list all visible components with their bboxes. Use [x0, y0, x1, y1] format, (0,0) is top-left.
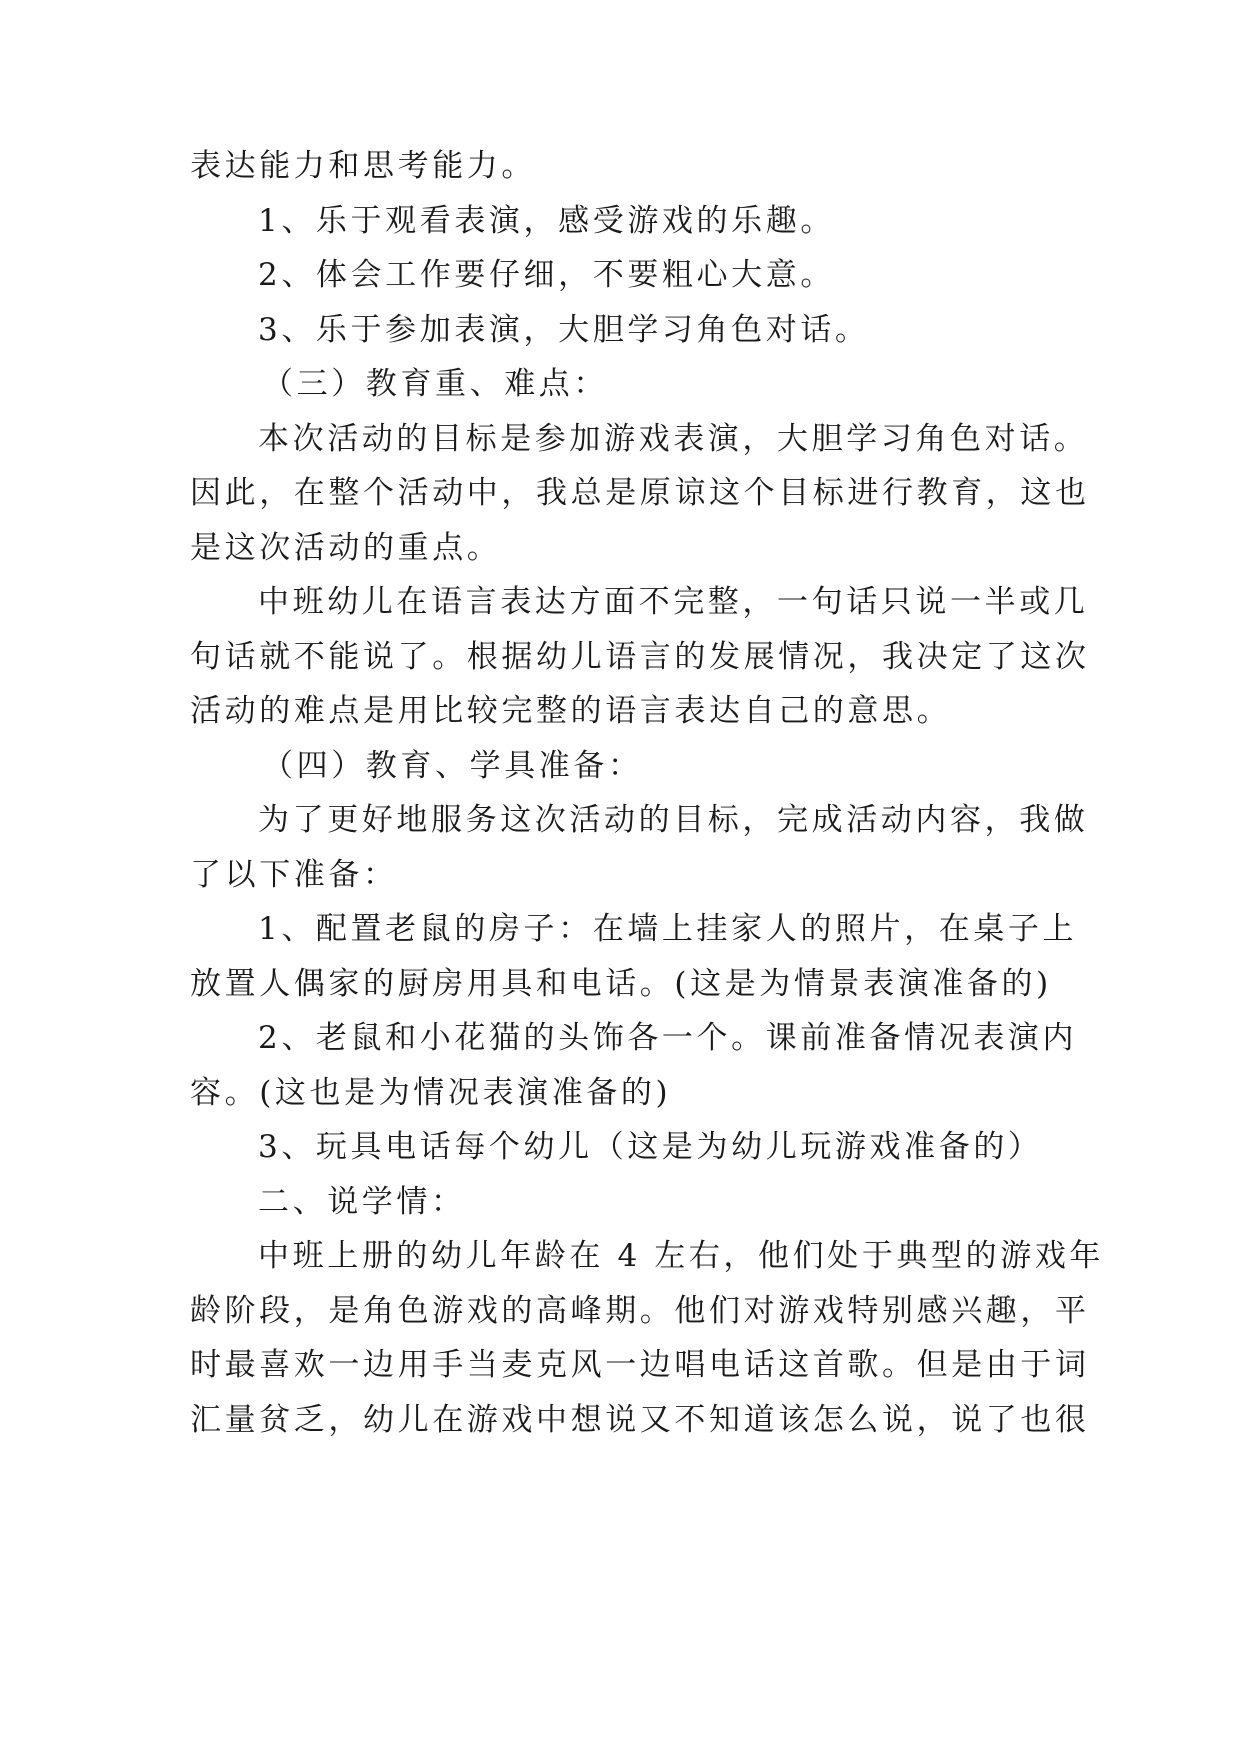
- text-line: 活动的难点是用比较完整的语言表达自己的意思。: [190, 693, 952, 729]
- text-line: 是这次活动的重点。: [190, 530, 502, 566]
- list-item: 2、体会工作要仔细，不要粗心大意。: [258, 257, 835, 293]
- text-line: 因此，在整个活动中，我总是原谅这个目标进行教育，这也: [190, 475, 1090, 511]
- text-line: 时最喜欢一边用手当麦克风一边唱电话这首歌。但是由于词: [190, 1347, 1090, 1383]
- text-line: 汇量贫乏，幼儿在游戏中想说又不知道该怎么说，说了也很: [190, 1402, 1090, 1438]
- text-line: 本次活动的目标是参加游戏表演，大胆学习角色对话。: [258, 421, 1089, 457]
- text-line: 龄阶段，是角色游戏的高峰期。他们对游戏特别感兴趣，平: [190, 1293, 1090, 1329]
- text-line: 放置人偶家的厨房用具和电话。(这是为情景表演准备的): [190, 966, 1052, 1002]
- text-line: 中班上册的幼儿年龄在 4 左右，他们处于典型的游戏年: [258, 1238, 1105, 1274]
- list-item: 3、乐于参加表演，大胆学习角色对话。: [258, 312, 870, 348]
- section-heading: （四）教育、学具准备：: [262, 748, 643, 784]
- text-line: 中班幼儿在语言表达方面不完整，一句话只说一半或几: [258, 584, 1089, 620]
- text-line: 容。(这也是为情况表演准备的): [190, 1075, 672, 1111]
- text-line: 表达能力和思考能力。: [190, 148, 536, 184]
- text-line: 为了更好地服务这次活动的目标，完成活动内容，我做: [258, 802, 1089, 838]
- list-item: 2、老鼠和小花猫的头饰各一个。课前准备情况表演内: [258, 1020, 1078, 1056]
- list-item: 3、玩具电话每个幼儿（这是为幼儿玩游戏准备的）: [258, 1129, 1043, 1165]
- text-line: 了以下准备：: [190, 857, 398, 893]
- text-line: 句话就不能说了。根据幼儿语言的发展情况，我决定了这次: [190, 639, 1090, 675]
- list-item: 1、配置老鼠的房子：在墙上挂家人的照片，在桌子上: [258, 911, 1078, 947]
- section-heading: 二、说学情：: [258, 1184, 466, 1220]
- section-heading: （三）教育重、难点：: [262, 366, 608, 402]
- list-item: 1、乐于观看表演，感受游戏的乐趣。: [258, 203, 835, 239]
